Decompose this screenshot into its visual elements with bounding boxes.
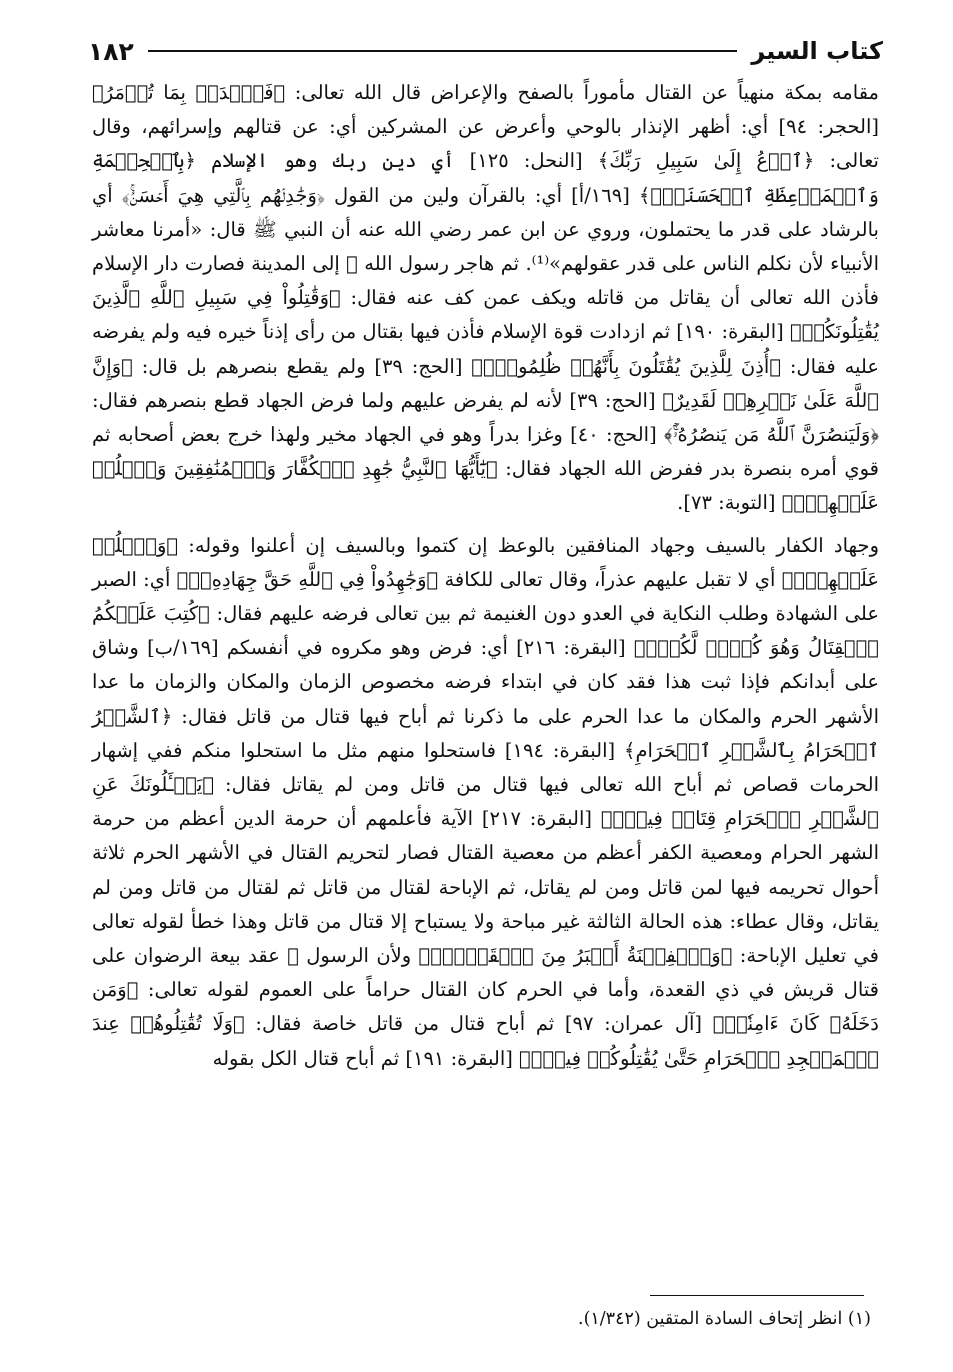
main-text xyxy=(92,76,879,1076)
footnote: (١) انظر إتحاف السادة المتقين (١/٣٤٢). xyxy=(578,1309,871,1329)
running-header xyxy=(88,34,883,68)
header-rule xyxy=(148,50,738,52)
book-section-title: كتاب السير xyxy=(751,37,883,65)
paragraph: مقامه بمكة منهياً عن القتال مأموراً بالصفح والإعراض قال الله تعالى: ﴿فَٱصۡدَعۡ بِمَا تُؤۡمَرُ﴾ [الحجر: ٩٤] أي: أظهر الإنذار بالوحي وأعرض عن المشركين أي: عن قتالهم وإسرائهم، وقال تعالى: ﴿ٱدۡعُ إِلَىٰ سَبِيلِ رَبِّكَ﴾ [النحل: ١٢٥] أي دين ربك وهو الإسلام ﴿بِٱلۡحِكۡمَةِ وَٱلۡمَوۡعِظَةِ ٱلۡحَسَنَةِۖ﴾ [١٦٩/أ] أي: بالقرآن ولين من القول ﴿وَجَٰدِلۡهُم بِٱلَّتِي هِيَ أَحۡسَنُۚ﴾ أي بالرشاد على قدر ما يحتملون، وروي عن ابن عمر رضي الله عنه أن النبي ﷺ قال: «أمرنا معاشر الأنبياء لأن نكلم الناس على قدر عقولهم»⁽¹⁾. ثم هاجر رسول الله ﷺ إلى المدينة فصارت دار الإسلام فأذن الله تعالى أن يقاتل من قاتله ويكف عمن كف عنه فقال: ﴿وَقَٰتِلُواْ فِي سَبِيلِ ٱللَّهِ ٱلَّذِينَ يُقَٰتِلُونَكُمۡ﴾ [البقرة: ١٩٠] ثم ازدادت قوة الإسلام فأذن فيها بقتال من رأى إذناً خيره فيه ولم يفرضه عليه فقال: ﴿أُذِنَ لِلَّذِينَ يُقَٰتَلُونَ بِأَنَّهُمۡ ظُلِمُواْۚ﴾ [الحج: ٣٩] ولم يقطع بنصرهم بل قال: ﴿وَإِنَّ ٱللَّهَ عَلَىٰ نَصۡرِهِمۡ لَقَدِيرٌ﴾ [الحج: ٣٩] لأنه لم يفرض عليهم ولما فرض الجهاد قطع بنصرهم فقال: ﴿وَلَيَنصُرَنَّ ٱللَّهُ مَن يَنصُرُهُۥٓۚ﴾ [الحج: ٤٠] وغزا بدراً وهو في الجهاد مخير ولهذا خرج بعض أصحابه ثم قوي أمره بنصرة بدر ففرض الله الجهاد فقال: ﴿يَٰٓأَيُّهَا ٱلنَّبِيُّ جَٰهِدِ ٱلۡكُفَّارَ وَٱلۡمُنَٰفِقِينَ وَٱغۡلُظۡ عَلَيۡهِمۡۚ﴾ [التوبة: ٧٣]. xyxy=(92,81,880,515)
paragraph: وجهاد الكفار بالسيف وجهاد المنافقين بالوعظ إن كتموا وبالسيف إن أعلنوا وقوله: ﴿وَٱغۡلُظۡ عَلَيۡهِمۡۚ﴾ أي لا تقبل عليهم عذراً، وقال تعالى للكافة ﴿وَجَٰهِدُواْ فِي ٱللَّهِ حَقَّ جِهَادِهِۦۚ﴾ أي: الصبر على الشهادة وطلب النكاية في العدو دون الغنيمة ثم بين تعالى فرضه عليهم فقال: ﴿كُتِبَ عَلَيۡكُمُ ٱلۡقِتَالُ وَهُوَ كُرۡهٞ لَّكُمۡۖ﴾ [البقرة: ٢١٦] أي: فرض وهو مكروه في أنفسكم [١٦٩/ب] وشاق على أبدانكم فإذا ثبت هذا فقد كان في ابتداء فرضه مخصوص الزمان والمكان والزمان ما عدا الأشهر الحرم والمكان ما عدا الحرم على ما ذكرنا ثم أباح فيها قتال من قاتل فقال: ﴿ٱلشَّهۡرُ ٱلۡحَرَامُ بِٱلشَّهۡرِ ٱلۡحَرَامِ﴾ [البقرة: ١٩٤] فاستحلوا منهم مثل ما استحلوا منكم ففي إشهار الحرمات قصاص ثم أباح الله تعالى فيها قتال من قاتل ومن لم يقاتل فقال: ﴿يَسۡـَٔلُونَكَ عَنِ ٱلشَّهۡرِ ٱلۡحَرَامِ قِتَالٖ فِيهِۖ﴾ [البقرة: ٢١٧] الآية فأعلمهم أن حرمة الدين أعظم من حرمة الشهر الحرام ومعصية الكفر أعظم من معصية القتال فصار لتحريم القتال في الأشهر الحرم ثلاثة أحوال تحريمه فيها لمن قاتل ومن لم يقاتل، ثم الإباحة لقتال من قاتل ثم لقتال من قاتل ومن لم يقاتل، وقال عطاء: هذه الحالة الثالثة غير مباحة ولا يستباح إلا قتال من قاتل وهذا خطأ لقوله تعالى في تعليل الإباحة: ﴿وَٱلۡفِتۡنَةُ أَكۡبَرُ مِنَ ٱلۡقَتۡلِۗ﴾ ولأن الرسول ﷺ عقد بيعة الرضوان على قتال قريش في ذي القعدة، وأما في الحرم كان القتال حراماً على العموم لقوله تعالى: ﴿وَمَن دَخَلَهُۥ كَانَ ءَامِنٗاۗ﴾ [آل عمران: ٩٧] ثم أباح قتال من قاتل خاصة فقال: ﴿وَلَا تُقَٰتِلُوهُمۡ عِندَ ٱلۡمَسۡجِدِ ٱلۡحَرَامِ حَتَّىٰ يُقَٰتِلُوكُمۡ فِيهِۖ﴾ [البقرة: ١٩١] ثم أباح قتال الكل بقوله xyxy=(92,533,879,1070)
footnote-separator xyxy=(650,1295,864,1296)
page-number: ١٨٢ xyxy=(88,36,134,66)
